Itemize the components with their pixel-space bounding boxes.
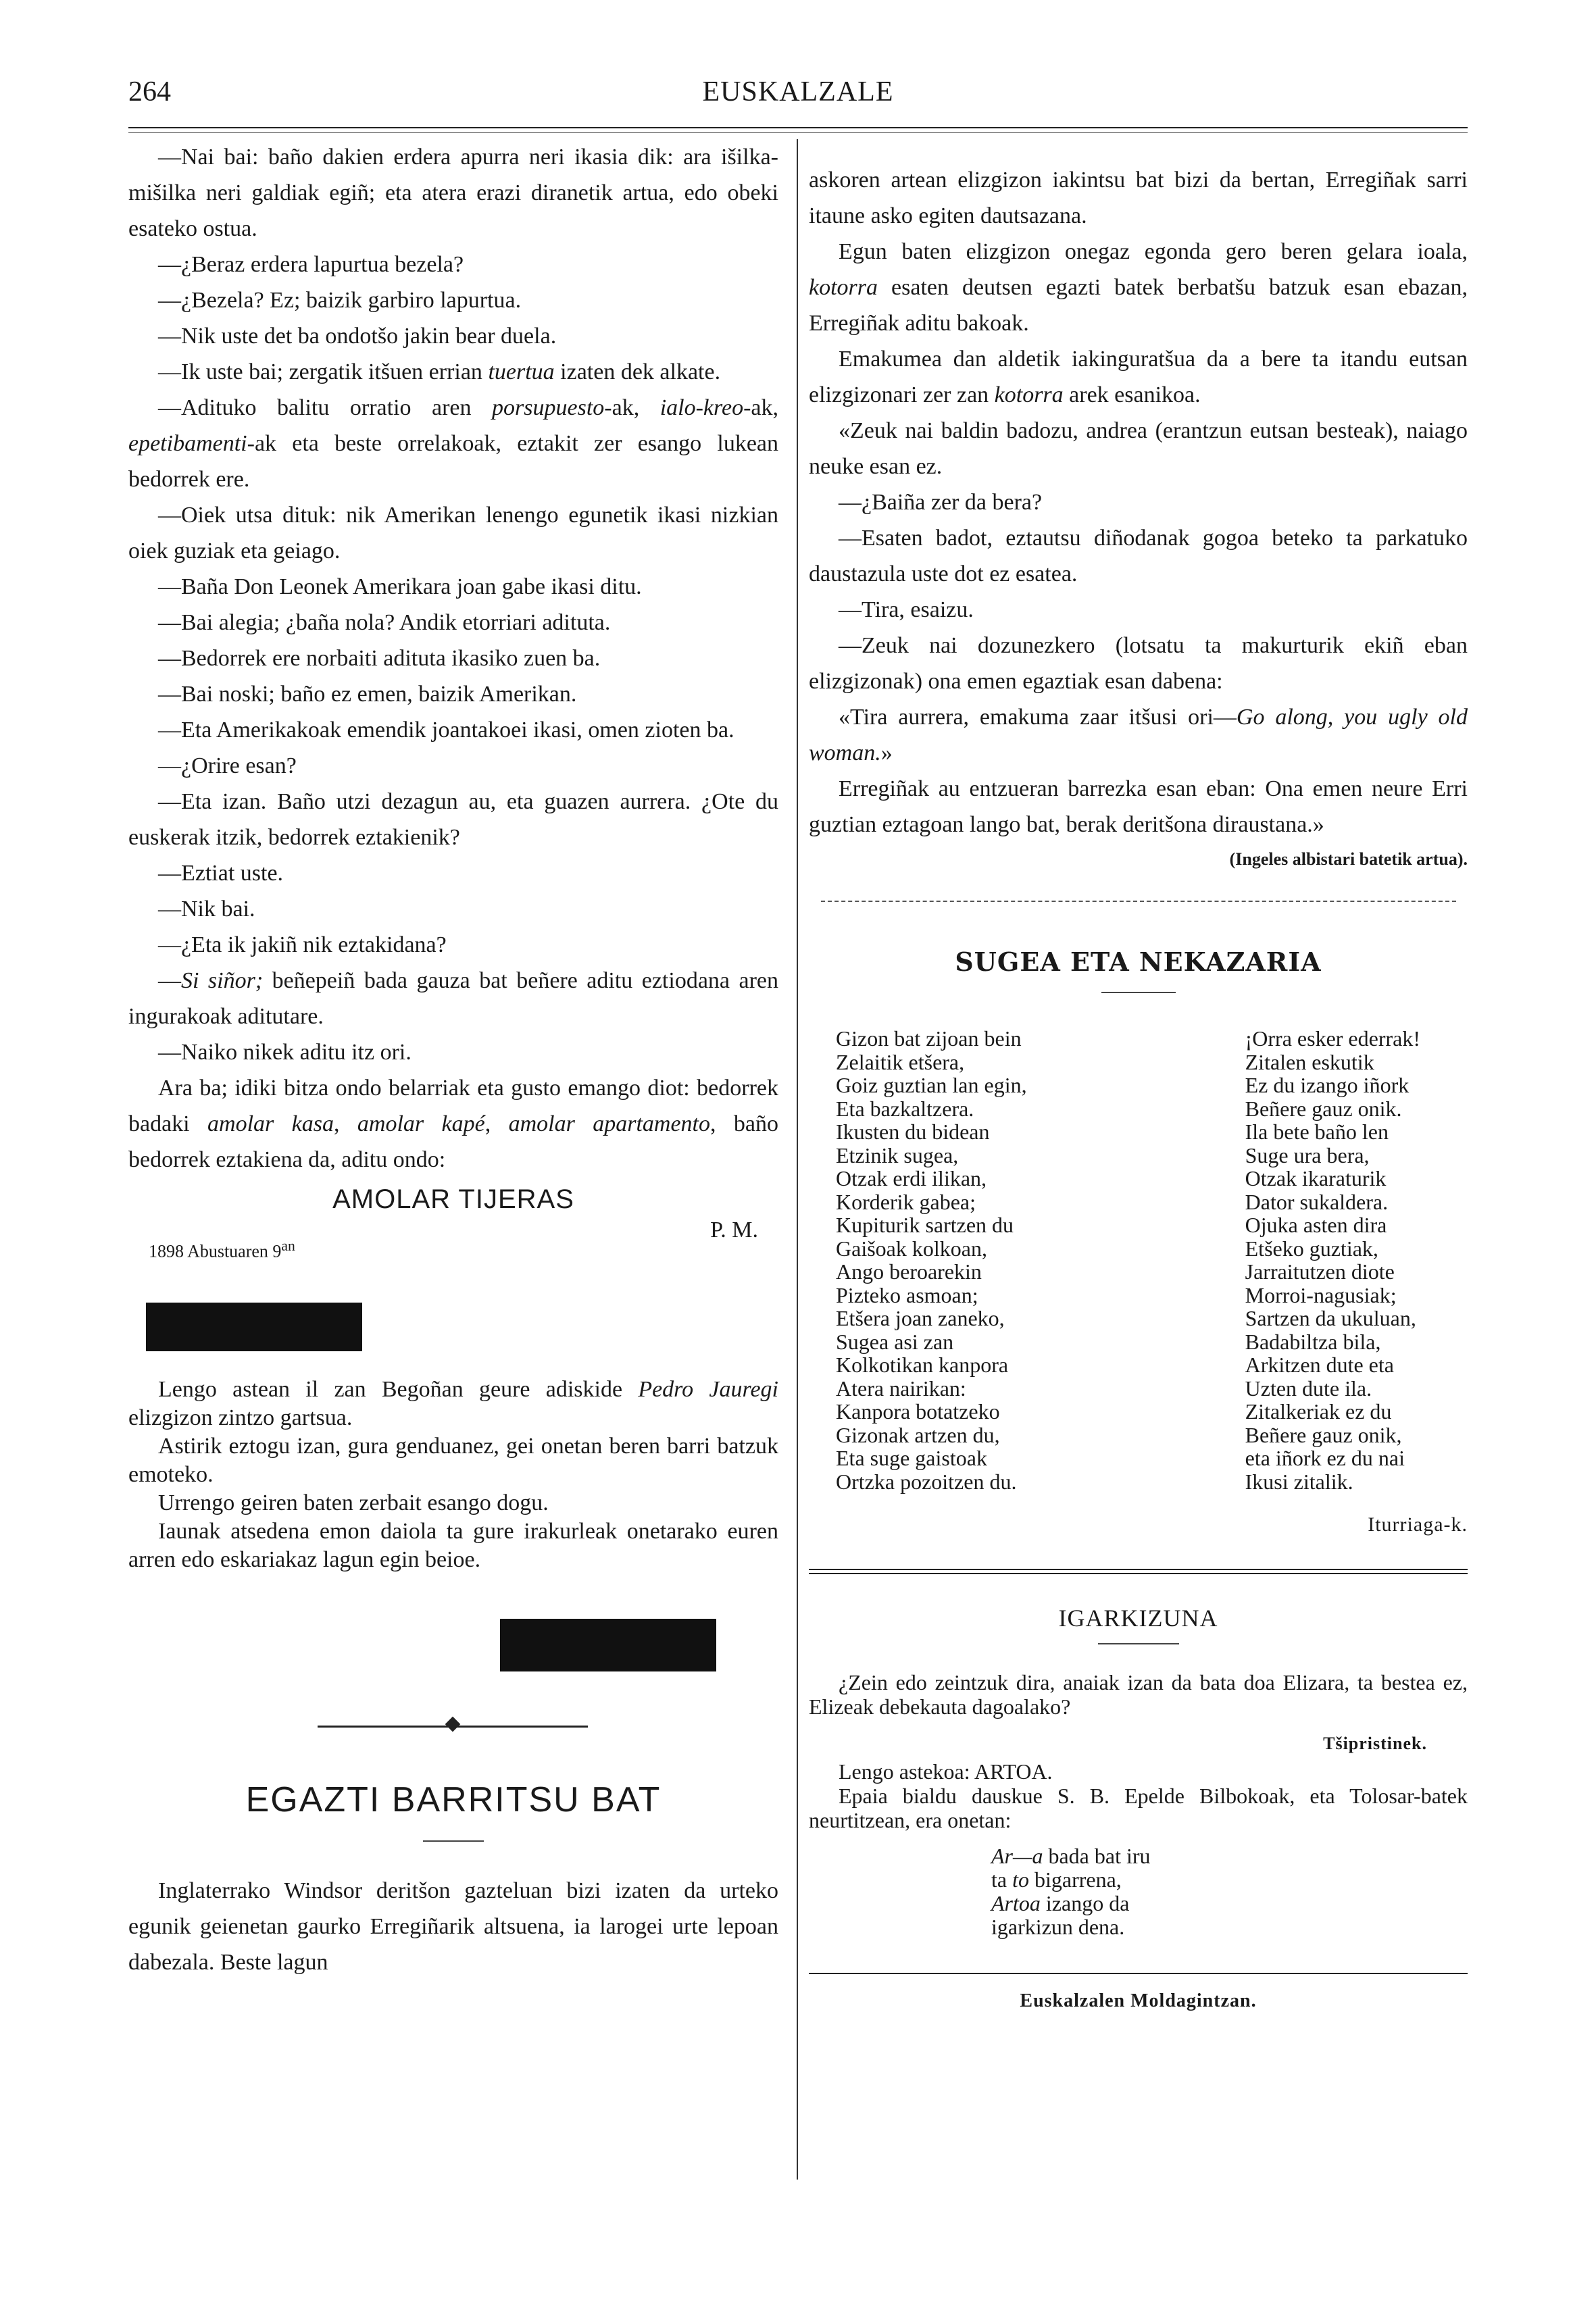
poem-line: Zelaitik etšera, [836, 1049, 965, 1074]
left-column [128, 139, 778, 1980]
title-rule [423, 1840, 484, 1842]
body-paragraph: Ara ba; idiki bitza ondo belarriak eta gusto emango diot: bedorrek badaki amolar kasa, amolar kapé, amolar apartamento, baño bedorrek eztakiena da, aditu ondo: [128, 1076, 779, 1172]
poem-line: Eta suge gaistoak [836, 1446, 987, 1470]
poem-line: Morroi-nagusiak; [1245, 1282, 1397, 1307]
poem-line: Otzak ikaraturik [1245, 1166, 1387, 1190]
right-column [809, 162, 1468, 2012]
page-number: 264 [128, 76, 171, 107]
poem-line: Jarraitutzen diote [1245, 1259, 1395, 1284]
page-header [128, 76, 1468, 123]
riddle-title: IGARKIZUNA [1058, 1605, 1218, 1632]
body-paragraph: Lengo astean il zan Begoñan geure adiskide Pedro Jauregi elizgizon zintzo gartsua. [128, 1377, 778, 1430]
dialogue-line: —Ik uste bai; zergatik itšuen errian tuertua izaten dek alkate. [158, 359, 721, 384]
poem-line: Eta bazkaltzera. [836, 1096, 974, 1121]
poem-line: Atera nairikan: [836, 1376, 966, 1401]
dialogue-line: —Adituko balitu orratio aren porsupuesto-ak, ialo-kreo-ak, epetibamenti-ak eta beste orrelakoak, eztakit zer esango lukean bedorrek ere. [128, 395, 778, 492]
dialogue-line: —¿Beraz erdera lapurtua bezela? [158, 252, 464, 277]
dialogue-line: —¿Baiña zer da bera? [839, 490, 1043, 515]
riddle-question: ¿Zein edo zeintzuk dira, anaiak izan da bata doa Elizara, ta bestea ez, Elizeak debekauta dagoalako? [809, 1670, 1468, 1719]
poem-line: Pizteko asmoan; [836, 1282, 978, 1307]
article-title: EGAZTI BARRITSU BAT [245, 1780, 662, 1819]
printer-signature: Euskalzalen Moldagintzan. [1020, 1990, 1257, 2011]
poem-author: Iturriaga-k. [1368, 1513, 1468, 1536]
dialogue-line: —¿Orire esan? [158, 753, 297, 778]
dialogue-line: —Esaten badot, eztautsu diñodanak gogoa beteko ta parkatuko daustazula uste dot ez esatea. [809, 526, 1468, 586]
body-paragraph: askoren artean elizgizon iakintsu bat bizi da bertan, Erregiñak sarri itaune asko egiten dautsazana. [809, 168, 1468, 228]
poem-line: Suge ura bera, [1245, 1142, 1370, 1167]
body-paragraph: Iaunak atsedena emon daiola ta gure irakurleak onetarako euren arren edo eskariakaz lagun egin beioe. [128, 1519, 778, 1572]
amolar-tijeras-heading: AMOLAR TIJERAS [332, 1184, 574, 1214]
source-credit: (Ingeles albistari batetik artua). [1229, 849, 1468, 869]
body-paragraph: Urrengo geiren baten zerbait esango dogu. [158, 1490, 549, 1515]
dialogue-line: —Nai bai: baño dakien erdera apurra neri ikasia dik: ara išilka-mišilka neri galdiak egiñ; eta atera erazi diranetik artua, edo obeki esateko ostua. [128, 145, 778, 241]
poem-line: Goiz guztian lan egin, [836, 1073, 1027, 1097]
title-rule [1101, 992, 1176, 993]
dialogue-line: —¿Bezela? Ez; baizik garbiro lapurtua. [158, 288, 522, 313]
riddle-section [809, 1670, 1468, 1939]
poem-line: Kupiturik sartzen du [836, 1213, 1014, 1237]
poem-line: Ikusi zitalik. [1245, 1469, 1353, 1494]
dateline: 1898 Abustuaren $9^{an}$ [149, 1238, 295, 1261]
poem-line: Badabiltza bila, [1245, 1329, 1381, 1354]
poem-line: Gizonak artzen du, [836, 1422, 1000, 1447]
dialogue-line: —¿Eta ik jakiñ nik eztakidana? [158, 932, 447, 957]
riddle-signature: Tšipristinek. [1323, 1734, 1427, 1753]
dialogue-line: —Baña Don Leonek Amerikara joan gabe ikasi ditu. [158, 574, 642, 599]
dialogue-line: —Tira, esaizu. [839, 597, 974, 622]
previous-answer: Lengo astekoa: ARTOA. [839, 1759, 1053, 1784]
poem-line: Sartzen da ukuluan, [1245, 1306, 1416, 1330]
poem-line: Ortzka pozoitzen du. [836, 1469, 1017, 1494]
footer-rule [809, 1973, 1468, 1974]
dialogue-line: —Bai alegia; ¿baña nola? Andik etorriari adituta. [158, 610, 611, 635]
signature-row [128, 1215, 778, 1261]
verse-line: Ar—a bada bat iru [991, 1844, 1151, 1868]
header-rule-thin [128, 132, 1468, 133]
poem-stanza-left [836, 1027, 1027, 1493]
poem-line: Ila bete baño len [1245, 1120, 1389, 1144]
dialogue-line: —Oiek utsa dituk: nik Amerikan lenengo egunetik ikasi nizkian oiek guziak eta geiago. [128, 503, 778, 563]
section-ornament [128, 1716, 778, 1736]
body-paragraph: Inglaterrako Windsor deritšon gazteluan bizi izaten da urteko egunik geienetan gaurko Erregiñarik altsuena, ia larogei urte lepoan dabezala. Beste lagun [128, 1878, 778, 1975]
poem-line: Kolkotikan kanpora [836, 1353, 1009, 1377]
poem-line: Gaišoak kolkoan, [836, 1236, 987, 1261]
verse-line: Artoa izango da [991, 1891, 1130, 1915]
dialogue-line: —Eztiat uste. [158, 861, 284, 886]
poem-line: Ojuka asten dira [1245, 1213, 1387, 1237]
dialogue-line: —Bedorrek ere norbaiti adituta ikasiko zuen ba. [158, 646, 601, 671]
poem [809, 1027, 1468, 1493]
poem-line: Etzinik sugea, [836, 1142, 959, 1167]
verse-line: ta to bigarrena, [991, 1867, 1122, 1892]
dialogue-line: —Eta Amerikakoak emendik joantakoei ikasi, omen zioten ba. [158, 718, 734, 743]
ornament-diamond [445, 1717, 461, 1732]
poem-line: Zitalen eskutik [1245, 1049, 1374, 1074]
poem-line: Korderik gabea; [836, 1189, 976, 1214]
body-paragraph: «Zeuk nai baldin badozu, andrea (erantzun eutsan besteak), naiago neuke esan ez. [809, 418, 1468, 479]
poem-line: Uzten dute ila. [1245, 1376, 1372, 1401]
poem-line: eta iñork ez du nai [1245, 1446, 1405, 1470]
dialogue-line: —Nik uste det ba ondotšo jakin bear duela. [158, 324, 557, 349]
body-paragraph: Erregiñak au entzueran barrezka esan eban: Ona emen neure Erri guztian eztagoan lango bat, berak deritšona diraustana.» [809, 776, 1468, 837]
header-rule [128, 127, 1468, 128]
dialogue-line: —Si siñor; beñepeiñ bada gauza bat beñere aditu eztiodana aren ingurakoak aditutare. [128, 968, 778, 1029]
running-title: EUSKALZALE [702, 76, 894, 107]
column-divider [797, 139, 798, 2180]
poem-line: Etšera joan zaneko, [836, 1306, 1005, 1330]
poem-line: Beñere gauz onik. [1245, 1096, 1402, 1121]
body-paragraph: Emakumea dan aldetik iakinguratšua da a bere ta itandu eutsan elizgizonari zer zan kotorra arek esanikoa. [809, 347, 1468, 407]
dialogue-line: —Eta izan. Baño utzi dezagun au, eta guazen aurrera. ¿Ote du euskerak itzik, bedorrek eztakienik? [128, 789, 778, 850]
answer-note: Epaia bialdu dauskue S. B. Epelde Bilbokoak, eta Tolosar-batek neurtitzean, era onetan: [809, 1784, 1468, 1832]
verse-line: igarkizun dena. [991, 1915, 1125, 1939]
mourning-bar [146, 1303, 362, 1351]
dialogue-line: —Nik bai. [158, 897, 255, 922]
author-initials: P. M. [710, 1217, 758, 1242]
poem-line: Etšeko guztiak, [1245, 1236, 1378, 1261]
title-rule [1098, 1643, 1179, 1644]
mourning-bar [500, 1619, 716, 1671]
poem-line: Ikusten du bidean [836, 1120, 990, 1144]
poem-line: Zitalkeriak ez du [1245, 1399, 1392, 1424]
poem-line: Ango beroarekin [836, 1259, 982, 1284]
poem-line: Otzak erdi ilikan, [836, 1166, 987, 1190]
section-separator [821, 901, 1456, 902]
poem-line: Ez du izango iñork [1245, 1073, 1410, 1097]
poem-line: Gizon bat zijoan bein [836, 1026, 1022, 1051]
poem-stanza-right [1245, 1027, 1420, 1493]
poem-line: Dator sukaldera. [1245, 1189, 1389, 1214]
dialogue-line: —Zeuk nai dozunezkero (lotsatu ta makurturik ekiñ eban elizgizonak) ona emen egaztiak esan dabena: [809, 633, 1468, 694]
section-double-rule [809, 1569, 1468, 1574]
poem-line: Kanpora botatzeko [836, 1399, 1000, 1424]
obituary-notice [128, 1376, 778, 1574]
poem-line: Arkitzen dute eta [1245, 1353, 1394, 1377]
dialogue-line: «Tira aurrera, emakuma zaar itšusi ori—Go along, you ugly old woman.» [809, 705, 1468, 765]
body-paragraph: Egun baten elizgizon onegaz egonda gero beren gelara ioala, kotorra esaten deutsen egazti batek berbatšu batzuk esan ebazan, Erregiñak aditu bakoak. [809, 239, 1468, 336]
dialogue-line: —Bai noski; baño ez emen, baizik Amerikan. [158, 682, 577, 707]
poem-line: Sugea asi zan [836, 1329, 954, 1354]
dialogue-line: —Naiko nikek aditu itz ori. [158, 1040, 412, 1065]
poem-title: SUGEA ETA NEKAZARIA [955, 947, 1322, 977]
poem-line: ¡Orra esker ederrak! [1245, 1026, 1420, 1051]
body-paragraph: Astirik eztogu izan, gura genduanez, gei onetan beren barri batzuk emoteko. [128, 1434, 778, 1487]
answer-verse [991, 1844, 1468, 1939]
poem-line: Beñere gauz onik, [1245, 1422, 1402, 1447]
